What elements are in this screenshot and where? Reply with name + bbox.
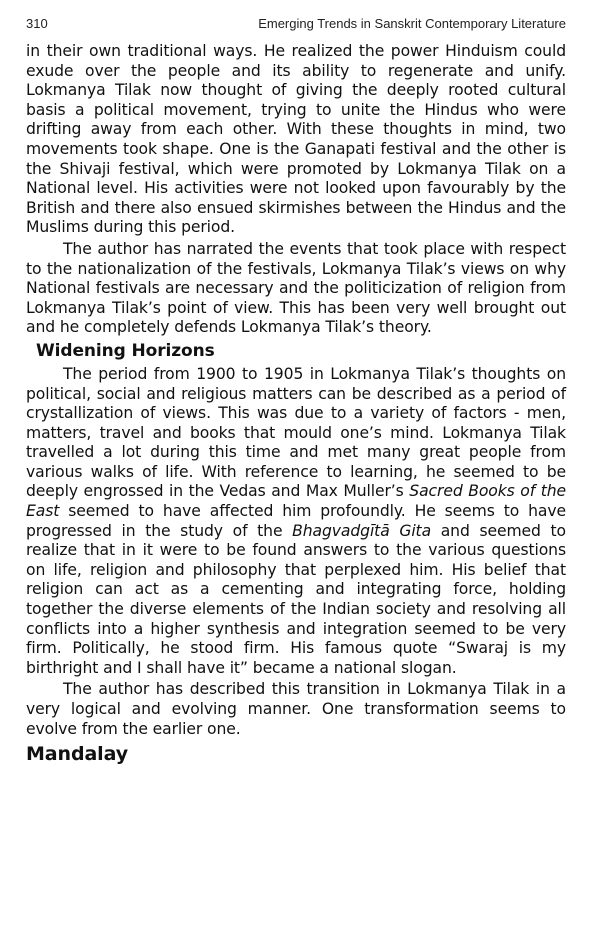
page-number: 310 (26, 16, 48, 31)
body-text (26, 42, 566, 768)
running-header (26, 14, 566, 34)
paragraph-text: The period from 1900 to 1905 in Lokmanya Tilak’s thoughts on political, social and religious matters can be described as a period of crystallization of views. This was due to a variety of factors - men, matters, travel and books that mould one’s mind. Lokmanya Tilak travelled a lot during this time and met many great people from various walks of life. With reference to learning, he seemed to be deeply engrossed in the Vedas and Max Muller’s (26, 364, 566, 501)
paragraph-period-1900-1905 (26, 365, 566, 679)
book-title-sacred-books: Sacred Books of the East (26, 482, 566, 521)
running-title: Emerging Trends in Sanskrit Contemporary Literature (258, 16, 566, 31)
paragraph-text: and seemed to realize that in it were to be found answers to the various questions on life, religion and philosophy that perplexed him. His belief that religion can act as a cementing and integrating force, holding together the diverse elements of the Indian society and resolving all conflicts into a higher synthesis and integration seemed to be very firm. Politically, he stood firm. His famous quote “Swaraj is my birthright and I shall have it” became a national slogan. (26, 521, 566, 677)
book-title-bhagvadgita: Bhagvadgītā Gita (292, 521, 432, 540)
section-heading-mandalay: Mandalay (26, 743, 129, 766)
paragraph-festivals: The author has narrated the events that took place with respect to the nationalization of the festivals, Lokmanya Tilak’s views on why National festivals are necessary and the politicization of religion from Lokmanya Tilak’s point of view. This has been very well brought out and he completely defends Lokmanya Tilak’s theory. (26, 239, 566, 337)
paragraph-text: seemed to have affected him profoundly. He seems to have progressed in the study of the (26, 502, 566, 540)
paragraph-transition: The author has described this transition in Lokmanya Tilak in a very logical and evolving manner. One transformation seems to evolve from the earlier one. (26, 680, 566, 738)
paragraph-continuation: in their own traditional ways. He realized the power Hinduism could exude over the people and its ability to regenerate and unify. Lokmanya Tilak now thought of giving the deeply rooted cultural basis a political movement, trying to unite the Hindus who were drifting away from each other. With these thoughts in mind, two movements took shape. One is the Ganapati festival and the other is the Shivaji festival, which were promoted by Lokmanya Tilak on a National level. His activities were not looked upon favourably by the British and there also ensued skirmishes between the Hindus and the Muslims during this period. (26, 42, 566, 237)
section-heading-widening-horizons: Widening Horizons (36, 340, 215, 361)
